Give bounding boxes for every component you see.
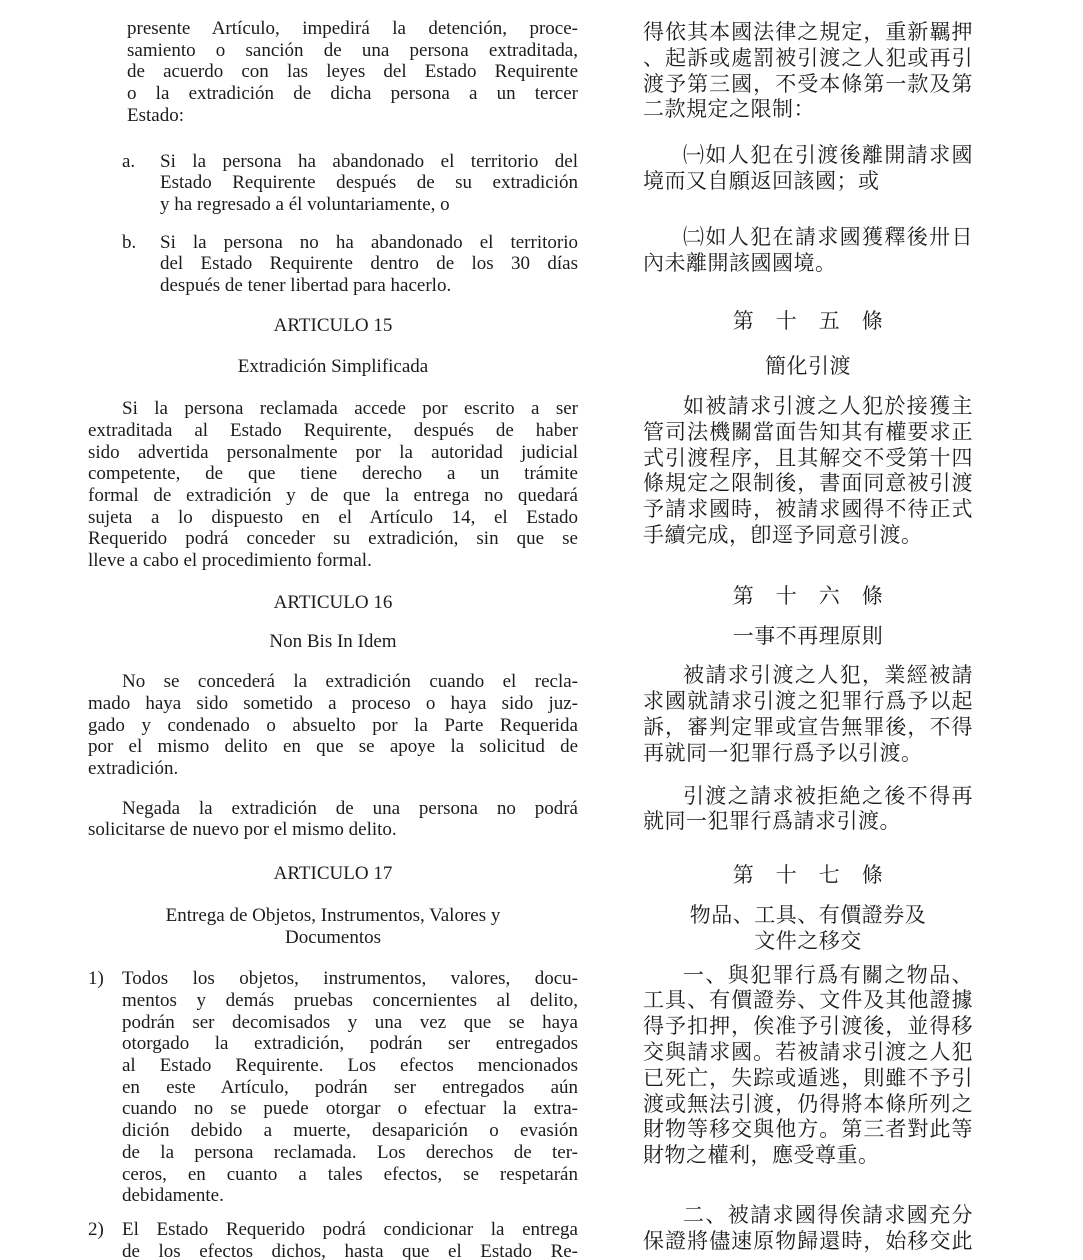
spanish-column (88, 0, 578, 1260)
paragraph (88, 398, 578, 572)
text-line: 如被請求引渡之人犯於接獲主 (683, 393, 973, 418)
text-line: o la extradición de dicha persona a un tercer (127, 83, 578, 105)
text-line: 二款規定之限制： (643, 97, 815, 122)
text-line: 管司法機關當面告知其有權要求正 (643, 419, 973, 444)
text-line: Requerido podrá conceder su extradición, sin que se (88, 528, 578, 550)
text-line: Documentos (284, 926, 382, 948)
article-heading (88, 315, 578, 337)
text-line: ARTICULO 17 (273, 863, 393, 885)
text-line: lleve a cabo el procedimiento formal. (88, 550, 372, 572)
text-line: Todos los objetos, instrumentos, valores, docu- (122, 968, 578, 990)
text-line: de acuerdo con las leyes del Estado Requirente (127, 61, 578, 83)
paragraph (643, 663, 973, 766)
article-subheading (88, 631, 578, 653)
text-line: 第 十 七 條 (732, 863, 884, 888)
text-line: de la persona reclamada. Los derechos de ter- (122, 1141, 578, 1163)
text-line: y ha regresado a él voluntariamente, o (160, 193, 450, 215)
text-line: 式引渡程序，且其解交不受第十四 (643, 445, 973, 470)
text-line: mado haya sido sometido a proceso o haya sido juz- (88, 692, 578, 714)
text-line: otorgado la extradición, podrán ser entregados (122, 1033, 578, 1055)
text-line: 工具、有價證券、文件及其他證據 (643, 988, 973, 1013)
text-line: ㈠如人犯在引渡後離開請求國 (683, 143, 973, 168)
text-line: 財物等移交與他方。第三者對此等 (643, 1117, 973, 1142)
text-line: 條規定之限制後，書面同意被引渡 (643, 471, 973, 496)
article-heading (88, 592, 578, 614)
list-item (88, 151, 578, 216)
text-line: 引渡之請求被拒絶之後不得再 (683, 783, 973, 808)
article-subheading (643, 624, 973, 650)
text-line: después de tener libertad para hacerlo. (160, 275, 452, 297)
text-line: Negada la extradición de una persona no podrá (122, 797, 578, 819)
paragraph (643, 225, 973, 277)
text-line: Estado Requirente después de su extradición (160, 172, 578, 194)
text-line: 交與請求國。若被請求引渡之人犯 (643, 1039, 973, 1064)
text-line: de los efectos dichos, hasta que el Estado Re- (122, 1240, 578, 1260)
text-line: 二、被請求國得俟請求國充分 (683, 1202, 973, 1227)
text-line: ceros, en cuanto a tales efectos, se respetarán (122, 1163, 578, 1185)
text-line: solicitarse de nuevo por el mismo delito. (88, 819, 397, 841)
paragraph (643, 20, 973, 123)
article-heading (88, 863, 578, 885)
paragraph (127, 18, 578, 127)
text-line: extraditada al Estado Requirente, después de haber (88, 419, 578, 441)
text-line: 再就同一犯罪行爲予以引渡。 (643, 740, 923, 765)
text-line: 得依其本國法律之規定，重新羈押 (643, 20, 973, 44)
text-line: por el mismo delito en que se apoye la solicitud de (88, 736, 578, 758)
text-line: podrán ser decomisados y una vez que se haya (122, 1011, 578, 1033)
text-line: debidamente. (122, 1185, 224, 1207)
text-line: 渡予第三國，不受本條第一款及第 (643, 71, 973, 96)
text-line: Non Bis In Idem (269, 631, 397, 653)
text-line: 內未離開該國國境。 (643, 250, 837, 275)
text-line: 予請求國時，被請求國得不待正式 (643, 497, 973, 522)
list-item (88, 232, 578, 297)
text-line: Si la persona reclamada accede por escrito a ser (122, 398, 578, 420)
text-line: al Estado Requirente. Los efectos mencionados (122, 1055, 578, 1077)
list-marker: a. (122, 150, 136, 172)
text-line: El Estado Requerido podrá condicionar la entrega (122, 1218, 578, 1240)
chinese-column (643, 0, 973, 1254)
text-line: 渡或無法引渡，仍得將本條所列之 (643, 1091, 973, 1116)
list-item-text (160, 232, 578, 297)
text-line: en este Artículo, podrán ser entregados aún (122, 1076, 578, 1098)
text-line: ARTICULO 16 (273, 591, 393, 613)
text-line: 財物之權利，應受尊重。 (643, 1143, 880, 1168)
text-line: 訴，審判定罪或宣告無罪後，不得 (643, 714, 973, 739)
list-marker: 1) (88, 968, 104, 990)
text-line: 境而又自願返回該國；或 (643, 168, 880, 193)
text-line: ㈡如人犯在請求國獲釋後卅日 (683, 224, 973, 249)
text-line: Extradición Simplificada (237, 356, 429, 378)
article-heading (643, 584, 973, 610)
paragraph (643, 143, 973, 195)
paragraph (643, 394, 973, 549)
article-subheading (88, 356, 578, 378)
text-line: Si la persona ha abandonado el territorio del (160, 150, 578, 172)
text-line: cuando no se puede otorgar o efectuar la extra- (122, 1098, 578, 1120)
text-line: 一事不再理原則 (732, 623, 884, 648)
text-line: 、起訴或處罰被引渡之人犯或再引 (643, 45, 973, 70)
article-heading (643, 863, 973, 889)
paragraph (88, 671, 578, 780)
text-line: No se concederá la extradición cuando el recla- (122, 671, 578, 693)
list-item-text (122, 968, 578, 1207)
list-item-text (160, 151, 578, 216)
text-line: Si la persona no ha abandonado el territorio (160, 231, 578, 253)
text-line: 已死亡，失踪或遁逃，則雖不予引 (643, 1065, 973, 1090)
article-subheading (643, 903, 973, 955)
list-item (88, 968, 578, 1207)
text-line: Estado: (127, 104, 184, 126)
text-line: 求國就請求引渡之犯罪行爲予以起 (643, 689, 973, 714)
text-line: formal de extradición y de que la entrega no quedará (88, 484, 578, 506)
list-item-text (122, 1219, 578, 1260)
text-line: samiento o sanción de una persona extraditada, (127, 39, 578, 61)
article-subheading (643, 354, 973, 380)
text-line: 保證將儘速原物歸還時，始移交此 (643, 1228, 973, 1253)
text-line: 得予扣押，俟准予引渡後，並得移 (643, 1014, 973, 1039)
text-line: 被請求引渡之人犯，業經被請 (683, 663, 973, 688)
list-marker: b. (122, 231, 137, 253)
text-line: ARTICULO 15 (273, 314, 393, 336)
text-line: mentos y demás pruebas concernientes al delito, (122, 989, 578, 1011)
text-line: 第 十 六 條 (732, 583, 884, 608)
text-line: 手續完成，卽逕予同意引渡。 (643, 522, 923, 547)
text-line: sujeta a lo dispuesto en el Artículo 14, el Estado (88, 506, 578, 528)
text-line: presente Artículo, impedirá la detención, proce- (127, 18, 578, 39)
text-line: 就同一犯罪行爲請求引渡。 (643, 809, 901, 834)
text-line: extradición. (88, 757, 179, 779)
text-line: dición debido a muerte, desaparición o evasión (122, 1120, 578, 1142)
text-line: competente, de que tiene derecho a un trámite (88, 463, 578, 485)
article-heading (643, 309, 973, 335)
text-line: gado y condenado o absuelto por la Parte Requerida (88, 714, 578, 736)
text-line: 第 十 五 條 (732, 309, 884, 334)
text-line: 簡化引渡 (765, 354, 851, 379)
text-line: Entrega de Objetos, Instrumentos, Valores y (165, 904, 501, 926)
text-line: 文件之移交 (754, 928, 862, 953)
paragraph (643, 963, 973, 1169)
paragraph (88, 798, 578, 841)
list-item (88, 1219, 578, 1260)
text-line: sido advertida personalmente por la autoridad judicial (88, 441, 578, 463)
article-subheading (88, 905, 578, 948)
paragraph (643, 784, 973, 836)
text-line: 一、與犯罪行爲有關之物品、 (683, 962, 973, 987)
text-line: 物品、工具、有價證券及 (689, 902, 927, 927)
text-line: del Estado Requirente dentro de los 30 días (160, 253, 578, 275)
list-marker: 2) (88, 1218, 104, 1240)
paragraph (643, 1203, 973, 1255)
